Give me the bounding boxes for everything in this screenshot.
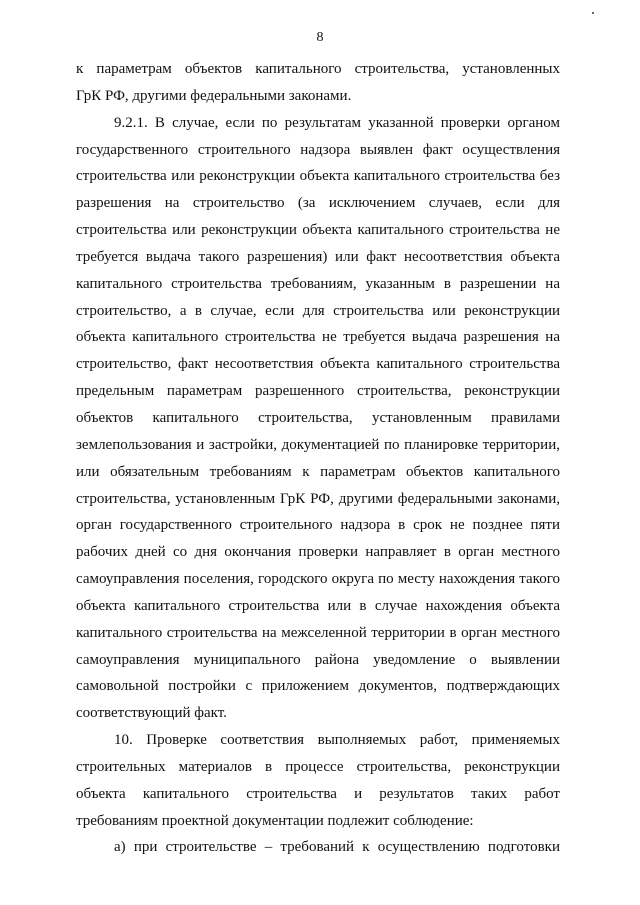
text-line: объектов капитального строительства, установленным правилами	[76, 409, 560, 426]
text-line: или обязательным требованиям к параметрам объектов капитального	[76, 463, 560, 480]
text-line: объекта капитального строительства или в случае нахождения объекта	[76, 597, 560, 614]
text-line: разрешения на строительство (за исключением случаев, если для	[76, 195, 560, 212]
document-body	[76, 56, 560, 861]
text-line: землепользования и застройки, документацией по планировке территории,	[76, 436, 560, 453]
text-line: объекта капитального строительства не требуется выдача разрешения на	[76, 329, 560, 346]
text-line: требуется выдача такого разрешения) или факт несоответствия объекта	[76, 248, 560, 265]
page-number: 8	[316, 30, 324, 45]
text-line: строительных материалов в процессе строительства, реконструкции	[76, 758, 560, 775]
text-line: предельным параметрам разрешенного строительства, реконструкции	[76, 383, 560, 400]
text-line: орган государственного строительного надзора в срок не позднее пяти	[76, 517, 560, 534]
text-line: к параметрам объектов капитального строительства, установленных	[76, 61, 560, 77]
text-line: самоуправления поселения, городского округа по месту нахождения такого	[76, 571, 560, 588]
text-line: строительства или реконструкции объекта капитального строительства без	[76, 168, 560, 185]
text-line: государственного строительного надзора выявлен факт осуществления	[76, 141, 560, 158]
text-line: строительство, факт несоответствия объекта капитального строительства	[76, 356, 560, 373]
text-line: капитального строительства на межселенной территории в орган местного	[76, 624, 560, 641]
text-line: самовольной постройки с приложением документов, подтверждающих	[76, 678, 560, 695]
text-line: 10. Проверке соответствия выполняемых работ, применяемых	[114, 732, 560, 749]
text-line: а) при строительстве – требований к осуществлению подготовки	[114, 839, 560, 856]
scan-speck	[592, 12, 594, 14]
text-line: ГрК РФ, другими федеральными законами.	[76, 87, 352, 104]
text-line: требованиям проектной документации подлежит соблюдение:	[76, 812, 474, 829]
text-line: самоуправления муниципального района уведомление о выявлении	[76, 651, 560, 668]
text-line: объекта капитального строительства и результатов таких работ	[76, 785, 560, 802]
text-line: соответствующий факт.	[76, 705, 227, 722]
text-line: строительства или реконструкции объекта капитального строительства не	[76, 222, 560, 239]
text-line: строительства, установленным ГрК РФ, другими федеральными законами,	[76, 490, 560, 507]
text-line: строительство, а в случае, если для строительства или реконструкции	[76, 302, 560, 319]
text-line: 9.2.1. В случае, если по результатам указанной проверки органом	[114, 114, 560, 131]
text-line: капитального строительства требованиям, указанным в разрешении на	[76, 275, 560, 292]
text-line: рабочих дней со дня окончания проверки направляет в орган местного	[76, 544, 560, 561]
